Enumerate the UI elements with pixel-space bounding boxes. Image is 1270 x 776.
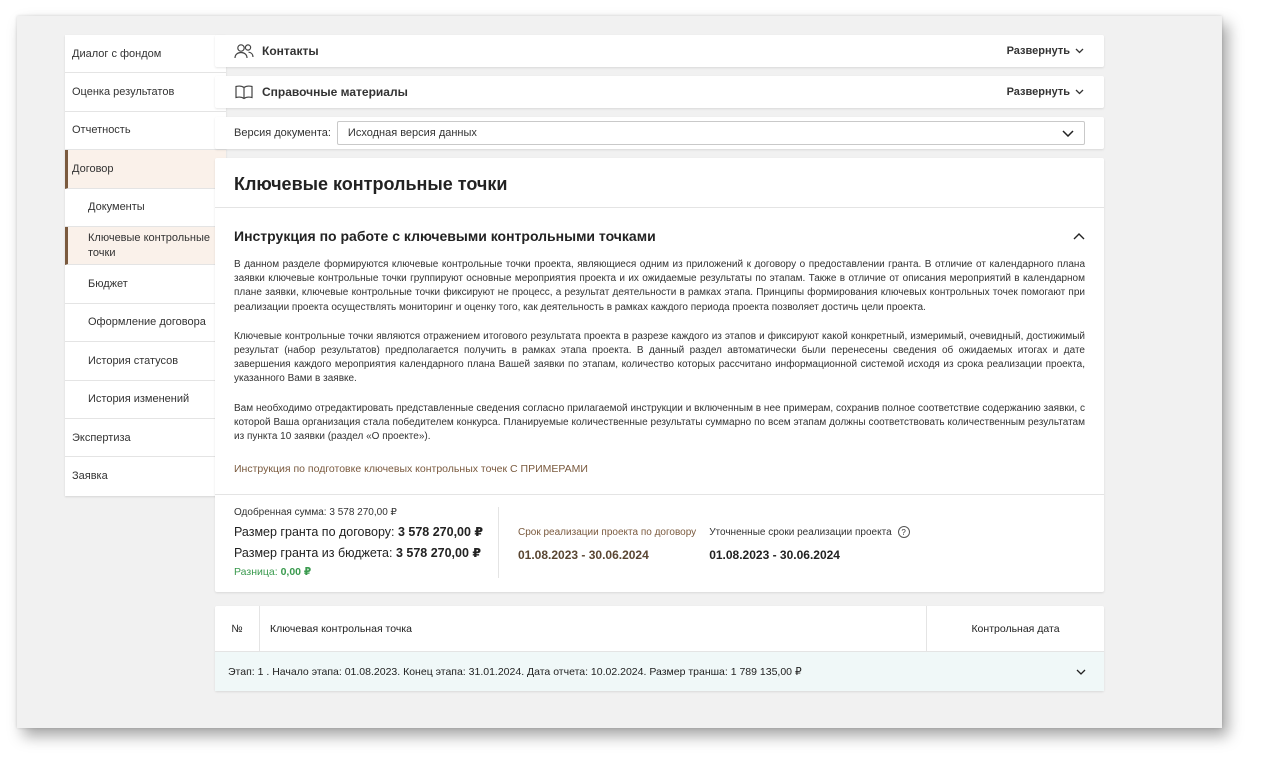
sidebar-item-label: Экспертиза: [72, 431, 131, 444]
sidebar-item-label: Заявка: [72, 470, 108, 483]
instruction-section: [215, 208, 1104, 494]
approved-sum: [234, 507, 498, 518]
term-contract-value: 01.08.2023 - 30.06.2024: [518, 548, 649, 563]
sidebar-nav: [65, 35, 226, 496]
summary-section: [215, 494, 1104, 592]
chevron-down-icon: [1062, 130, 1074, 137]
approved-sum-value: 3 578 270,00 ₽: [329, 507, 397, 519]
sidebar-item-documents[interactable]: [65, 189, 226, 227]
table-header: [215, 606, 1104, 652]
sidebar-item-fund-dialog[interactable]: [65, 35, 226, 73]
checkpoints-card: [215, 158, 1104, 592]
sidebar-item-label: Договор: [72, 162, 114, 175]
sidebar-item-label: Оценка результатов: [72, 86, 175, 99]
sidebar-item-change-history[interactable]: [65, 381, 226, 419]
sidebar-item-results-evaluation[interactable]: [65, 73, 226, 111]
grant-budget-value: 3 578 270,00 ₽: [395, 546, 482, 561]
expand-label: Развернуть: [1006, 86, 1070, 98]
term-refined-label: Уточненные сроки реализации проекта: [709, 526, 892, 538]
page-title: Ключевые контрольные точки: [215, 158, 1104, 208]
chevron-down-icon: [1076, 669, 1086, 675]
references-expand-button[interactable]: [1007, 86, 1084, 98]
instruction-paragraph: Вам необходимо отредактировать представленные сведения согласно прилагаемой инструкции и включенным в нее примерам, сохранив полное соответствие содержанию заявки, с которой Ваша организация стала победителем конкурса. Планируемые количественные результаты суммарно по всем этапам должны соответствовать количественным результатам из пункта 10 заявки (раздел «О проекте»).: [234, 402, 1085, 443]
chevron-up-icon[interactable]: [1073, 233, 1085, 240]
checkpoints-table: [215, 606, 1104, 691]
col-header-date: Контрольная дата: [971, 622, 1060, 635]
book-icon: [234, 84, 254, 100]
difference-label: Разница:: [234, 566, 278, 579]
term-refined-value: 01.08.2023 - 30.06.2024: [709, 548, 840, 563]
version-select[interactable]: [337, 121, 1085, 145]
contacts-title: Контакты: [262, 44, 319, 58]
col-header-number: №: [215, 606, 260, 651]
stage-row[interactable]: [215, 652, 1104, 691]
contacts-panel[interactable]: [215, 35, 1104, 67]
instruction-paragraph: Ключевые контрольные точки являются отражением итогового результата проекта в разрезе каждого из этапов и фиксируют какой конкретный, измеримый, очевидный, достижимый результат (набор результатов) предполагается получить в рамках этапа проекта. В данный раздел автоматически были перенесены сведения об ожидаемых итогах и дате завершения каждого мероприятия календарного плана Вашей заявки по этапам, количество которых рассчитано информационной системой исходя из срока реализации проекта, указанного Вами в заявке.: [234, 330, 1085, 385]
stage-text: Этап: 1 . Начало этапа: 01.08.2023. Конец этапа: 31.01.2024. Дата отчета: 10.02.2024. Размер транша: 1 789 135,00 ₽: [228, 665, 802, 678]
instruction-title: Инструкция по работе с ключевыми контрольными точками: [234, 228, 656, 244]
sidebar-item-label: Оформление договора: [88, 316, 206, 329]
sidebar-item-label: История изменений: [88, 393, 190, 406]
sidebar-item-label: Бюджет: [88, 278, 128, 291]
grant-contract-label: Размер гранта по договору:: [234, 525, 395, 540]
app-window: [17, 16, 1222, 728]
contacts-expand-button[interactable]: [1007, 45, 1084, 57]
term-refined: [696, 507, 909, 578]
grant-contract: [234, 524, 498, 539]
col-header-checkpoint: Ключевая контрольная точка: [260, 606, 927, 651]
instruction-examples-link[interactable]: Инструкция по подготовке ключевых контрольных точек С ПРИМЕРАМИ: [234, 463, 588, 476]
version-selected-value: Исходная версия данных: [347, 127, 477, 139]
users-icon: [234, 43, 254, 59]
chevron-down-icon: [1075, 48, 1084, 54]
chevron-down-icon: [1075, 89, 1084, 95]
sidebar-item-contract-formalization[interactable]: [65, 304, 226, 342]
sidebar-item-expertise[interactable]: [65, 419, 226, 457]
sidebar-item-budget[interactable]: [65, 265, 226, 303]
difference: [234, 566, 498, 578]
sidebar-item-label: Отчетность: [72, 124, 131, 137]
version-bar: [215, 117, 1104, 149]
sidebar-item-status-history[interactable]: [65, 342, 226, 380]
term-contract: [499, 507, 696, 578]
approved-sum-label: Одобренная сумма:: [234, 507, 327, 519]
sidebar-item-label: Диалог с фондом: [72, 47, 162, 60]
references-panel[interactable]: [215, 76, 1104, 108]
sidebar-item-application[interactable]: [65, 457, 226, 495]
sidebar-item-reporting[interactable]: [65, 112, 226, 150]
sidebar-item-label: Документы: [88, 201, 145, 214]
grant-budget-label: Размер гранта из бюджета:: [234, 546, 393, 561]
instruction-paragraph: В данном разделе формируются ключевые контрольные точки проекта, являющиеся одним из приложений к договору о предоставлении гранта. В отличие от календарного плана заявки ключевые контрольные точки группируют основные мероприятия проекта и их ожидаемые результаты по этапам. Также в отличие от описания мероприятий в календарном плане заявки, ключевые контрольные точки фиксируют не процесс, а результат деятельности в рамках этапа. Принципы формирования ключевых контрольных точек помогают при реализации проекта осуществлять мониторинг и оценку того, как деятельность в рамках каждого периода проекта позволяет достичь цели проекта.: [234, 259, 1085, 313]
help-icon[interactable]: ?: [898, 526, 910, 538]
term-contract-label: Срок реализации проекта по договору: [518, 527, 697, 539]
version-label: Версия документа:: [234, 127, 331, 139]
sidebar-item-contract[interactable]: [65, 150, 226, 188]
sidebar-item-label: История статусов: [88, 354, 179, 367]
grant-budget: [234, 545, 498, 560]
sidebar-item-key-checkpoints[interactable]: [65, 227, 226, 265]
references-title: Справочные материалы: [262, 85, 408, 99]
sidebar-item-label: Ключевые контрольные точки: [88, 232, 211, 259]
main-content: [215, 35, 1104, 691]
expand-label: Развернуть: [1006, 45, 1070, 57]
grant-contract-value: 3 578 270,00 ₽: [397, 525, 484, 540]
difference-value: 0,00 ₽: [280, 566, 312, 579]
